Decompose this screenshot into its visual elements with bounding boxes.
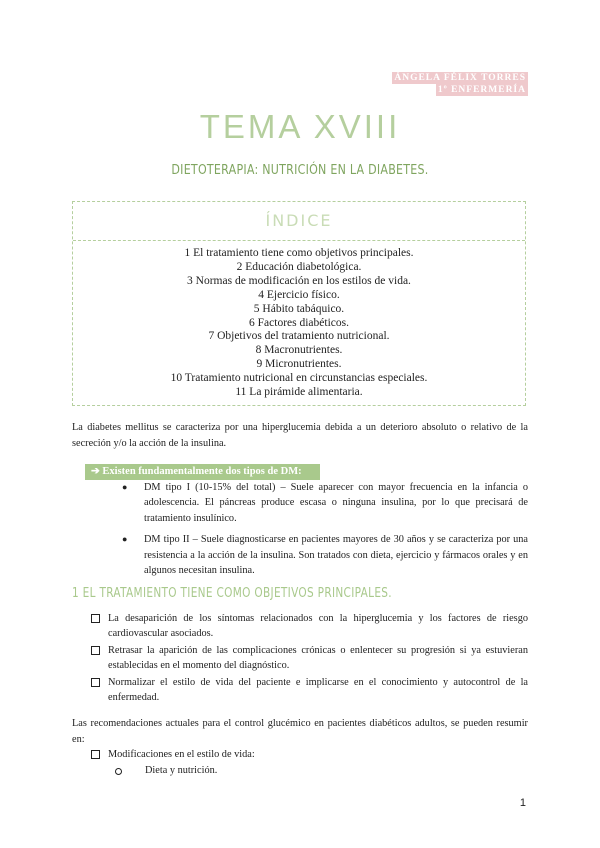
index-item[interactable]: 8 Macronutrientes. <box>255 344 343 357</box>
circle-bullet-icon <box>115 768 122 775</box>
index-item[interactable]: 1 El tratamiento tiene como objetivos principales. <box>184 247 414 259</box>
objectives-list <box>88 611 528 706</box>
index-item[interactable]: 6 Factores diabéticos. <box>249 316 349 329</box>
list-item <box>120 480 528 526</box>
recommendations-paragraph: Las recomendaciones actuales para el control glucémico en pacientes diabéticos adultos, se pueden resumir en: <box>72 718 528 745</box>
list-item <box>88 747 528 762</box>
index-item[interactable]: 5 Hábito tabáquico. <box>253 302 345 315</box>
type-1-text: DM tipo I (10-15% del total) – Suele aparecer con mayor frecuencia en la infancia o adolescencia. El páncreas produce escasa o ninguna insulina, por lo que precisará de tratamiento insulínico. <box>144 482 528 524</box>
index-heading: ÍNDICE <box>73 202 525 241</box>
index-item[interactable]: 4 Ejercicio físico. <box>258 288 340 301</box>
recommendation-text: Modificaciones en el estilo de vida: <box>108 749 255 760</box>
types-heading: ➔ Existen fundamentalmente dos tipos de DM: <box>85 464 320 480</box>
type-2-text: DM tipo II – Suele diagnosticarse en pacientes mayores de 30 años y se caracteriza por una resistencia a la acción de la insulina. Son tratados con dieta, ejercicio y fármacos orales y en algunos necesitan insulina. <box>144 534 528 577</box>
sub-item-text: Dieta y nutrición. <box>145 765 218 776</box>
bullet-icon: ● <box>122 482 128 492</box>
author-name: ÁNGELA FÉLIX TORRES <box>394 73 526 83</box>
index-list <box>73 247 525 400</box>
objective-text: Normalizar el estilo de vida del paciente e implicarse en el conocimiento y autocontrol de la enfermedad. <box>108 676 528 704</box>
index-item[interactable]: 7 Objetivos del tratamiento nutricional. <box>208 330 390 343</box>
section-1-title: 1 EL TRATAMIENTO TIENE COMO OBJETIVOS PRINCIPALES. <box>72 585 392 601</box>
page-subtitle: DIETOTERAPIA: NUTRICIÓN EN LA DIABETES. <box>171 162 429 178</box>
checkbox-icon[interactable] <box>91 614 100 623</box>
objective-text: La desaparición de los síntomas relacionados con la hiperglucemia y los factores de riesgo cardiovascular asociados. <box>108 613 528 640</box>
page-number: 1 <box>519 797 526 809</box>
index-item[interactable]: 10 Tratamiento nutricional en circunstancias especiales. <box>170 372 428 385</box>
index-item[interactable]: 11 La pirámide alimentaria. <box>235 386 363 399</box>
author-badge <box>392 72 528 96</box>
index-box <box>72 201 526 406</box>
objective-text: Retrasar la aparición de las complicaciones crónicas o enlentecer su progresión si ya estuvieran establecidas en el momento del diagnóstico. <box>108 644 528 672</box>
bullet-icon: ● <box>122 534 128 545</box>
checkbox-icon[interactable] <box>91 646 100 655</box>
list-item <box>88 675 528 706</box>
intro-paragraph: La diabetes mellitus se caracteriza por una hiperglucemia debida a un deterioro absoluto o relativo de la secreción y/o la acción de la insulina. <box>72 422 528 449</box>
index-item[interactable]: 3 Normas de modificación en los estilos de vida. <box>187 274 411 287</box>
list-item <box>120 532 528 578</box>
sub-list-item <box>115 763 217 778</box>
page-title: TEMA XVIII <box>199 108 401 145</box>
types-list <box>120 480 528 584</box>
author-program: 1º ENFERMERÍA <box>437 85 526 95</box>
list-item <box>88 611 528 642</box>
recommendations-list <box>88 747 528 762</box>
checkbox-icon[interactable] <box>91 750 100 759</box>
index-item[interactable]: 9 Micronutrientes. <box>256 358 342 371</box>
list-item <box>88 643 528 674</box>
checkbox-icon[interactable] <box>91 678 100 687</box>
index-item[interactable]: 2 Educación diabetológica. <box>236 260 362 273</box>
